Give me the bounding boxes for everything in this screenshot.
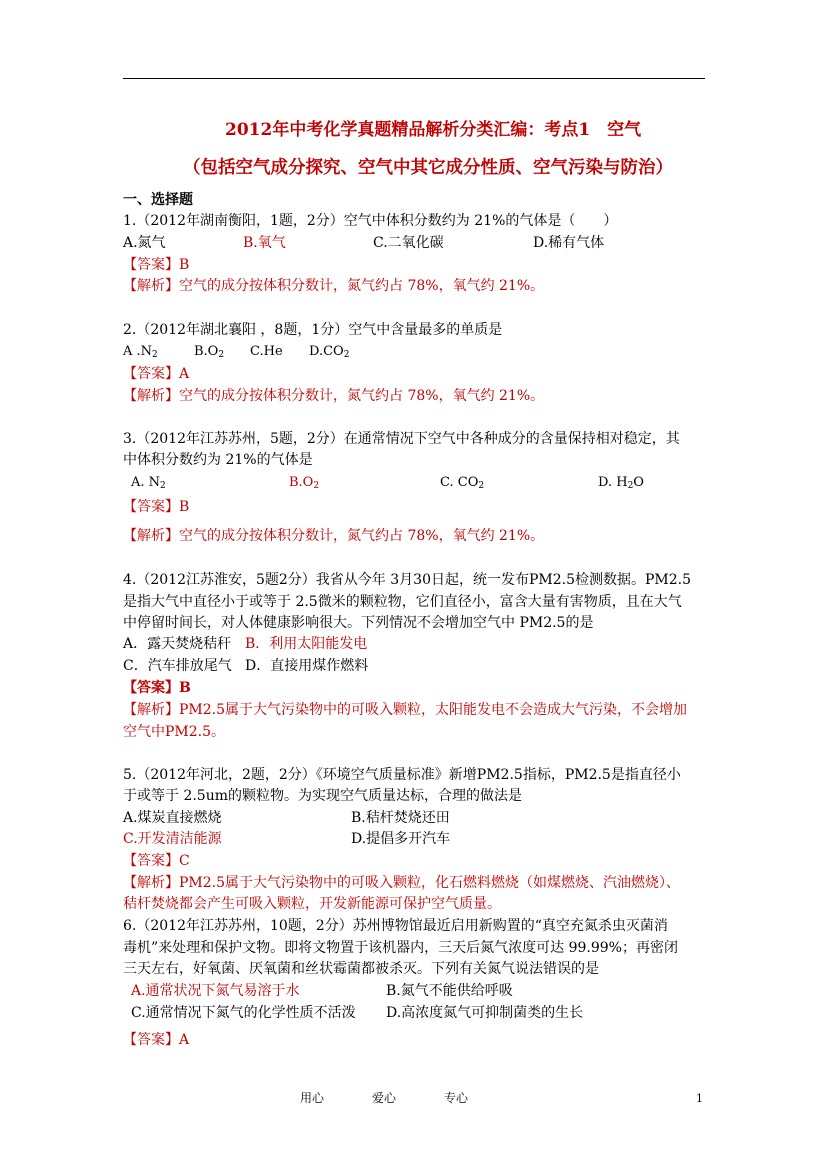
q2-option-a-text: A .N bbox=[123, 344, 153, 359]
q2-option-d-text: D.CO bbox=[309, 344, 344, 359]
q6-option-d: D.高浓度氮气可抑制菌类的生长 bbox=[386, 1005, 584, 1021]
q3-stem-line-1: 3.（2012年江苏苏州，5题，2分）在通常情况下空气中各种成分的含量保持相对稳定，其 bbox=[123, 431, 680, 447]
q4-stem-line-2: 是指大气中直径小于或等于 2.5微米的颗粒物，它们直径小，富含大量有害物质，且在大气 bbox=[123, 594, 682, 610]
q5-stem-line-2: 于或等于 2.5um的颗粒物。为实现空气质量达标，合理的做法是 bbox=[123, 788, 523, 804]
q4-stem-line-1: 4.（2012江苏淮安，5题2分）我省从今年 3月30日起，统一发布PM2.5检测数据。PM2.5 bbox=[123, 572, 692, 588]
q3-option-c-text: C. CO bbox=[440, 475, 479, 490]
q2-answer: 【答案】A bbox=[123, 366, 190, 382]
section-heading: 一、选择题 bbox=[123, 192, 193, 208]
footer-middle: 爱心 bbox=[372, 1091, 397, 1105]
q5-stem-line-1: 5.（2012年河北，2题，2分）《环境空气质量标准》新增PM2.5指标，PM2.5是指直径小 bbox=[123, 767, 681, 783]
document-title: 2012年中考化学真题精品解析分类汇编：考点1 空气 bbox=[225, 120, 642, 140]
q2-analysis: 【解析】空气的成分按体积分数计，氮气约占 78%，氧气约 21%。 bbox=[123, 388, 545, 404]
q3-option-c bbox=[440, 475, 484, 491]
footer-left: 用心 bbox=[300, 1091, 325, 1105]
q5-option-b: B.秸杆焚烧还田 bbox=[351, 810, 450, 826]
q3-option-b-text: B.O bbox=[289, 475, 314, 490]
q3-analysis: 【解析】空气的成分按体积分数计，氮气约占 78%，氧气约 21%。 bbox=[123, 528, 545, 544]
q3-option-a-sub: 2 bbox=[160, 481, 166, 491]
footer-right: 专心 bbox=[444, 1091, 469, 1105]
q5-analysis-line-1: 【解析】PM2.5属于大气污染物中的可吸入颗粒，化石燃料燃烧（如煤燃烧、汽油燃烧）、 bbox=[123, 875, 681, 891]
q6-stem-line-3: 三天左右，好氧菌、厌氧菌和丝状霉菌都被杀灭。下列有关氮气说法错误的是 bbox=[123, 961, 599, 977]
q6-stem-line-2: 毒机”来处理和保护文物。即将文物置于该机器内，三天后氮气浓度可达 99.99%；再密闭 bbox=[123, 940, 678, 956]
q2-option-a bbox=[123, 344, 158, 360]
q3-option-b-sub: 2 bbox=[313, 481, 320, 491]
q5-option-a: A.煤炭直接燃烧 bbox=[123, 810, 222, 826]
q2-option-d bbox=[309, 344, 349, 360]
q3-option-d bbox=[598, 475, 644, 491]
q3-option-b bbox=[289, 475, 319, 491]
q1-option-a: A.氮气 bbox=[123, 235, 166, 251]
q1-option-b: B.氧气 bbox=[243, 235, 286, 251]
q5-option-d: D.提倡多开汽车 bbox=[351, 831, 451, 847]
q2-option-b-sub: 2 bbox=[218, 350, 225, 360]
q2-option-a-sub: 2 bbox=[152, 350, 158, 360]
q4-answer: 【答案】B bbox=[123, 680, 191, 696]
q3-option-a bbox=[131, 475, 166, 491]
q6-answer: 【答案】A bbox=[123, 1032, 190, 1048]
q1-analysis: 【解析】空气的成分按体积分数计，氮气约占 78%，氧气约 21%。 bbox=[123, 278, 545, 294]
q1-answer: 【答案】B bbox=[123, 257, 190, 273]
q4-analysis-line-2: 空气中PM2.5。 bbox=[123, 724, 226, 740]
q3-answer: 【答案】B bbox=[123, 499, 190, 515]
q2-option-b-text: B.O bbox=[194, 344, 219, 359]
q5-analysis-line-2: 秸杆焚烧都会产生可吸入颗粒，开发新能源可保护空气质量。 bbox=[123, 896, 501, 912]
q3-option-c-sub: 2 bbox=[478, 481, 485, 491]
header-rule bbox=[123, 78, 705, 79]
q3-option-d-sub: 2 bbox=[627, 481, 634, 491]
q2-option-d-sub: 2 bbox=[343, 350, 350, 360]
q2-option-c: C.He bbox=[250, 344, 283, 359]
q6-stem-line-1: 6.（2012年江苏苏州，10题，2分）苏州博物馆最近启用新购置的“真空充氮杀虫灭菌消 bbox=[123, 918, 668, 934]
page-number: 1 bbox=[696, 1092, 703, 1105]
q4-option-a: A．露天焚烧秸秆 bbox=[123, 636, 232, 652]
q4-stem-line-3: 中停留时间长，对人体健康影响很大。下列情况不会增加空气中 PM2.5的是 bbox=[123, 615, 594, 631]
q6-option-c: C.通常情况下氮气的化学性质不活泼 bbox=[131, 1005, 356, 1021]
q6-option-a: A.通常状况下氮气易溶于水 bbox=[131, 983, 300, 999]
q1-stem: 1.（2012年湖南衡阳，1题，2分）空气中体积分数约为 21%的气体是（ ） bbox=[123, 213, 618, 229]
q4-option-b: B．利用太阳能发电 bbox=[245, 636, 368, 652]
q1-option-d: D.稀有气体 bbox=[533, 235, 605, 251]
q2-option-b bbox=[194, 344, 224, 360]
q3-option-a-text: A. N bbox=[131, 475, 161, 490]
q3-stem-line-2: 中体积分数约为 21%的气体是 bbox=[123, 452, 313, 468]
q5-answer: 【答案】C bbox=[123, 853, 190, 869]
q6-option-b: B.氮气不能供给呼吸 bbox=[386, 983, 513, 999]
q2-stem: 2.（2012年湖北襄阳 ，8题，1分）空气中含量最多的单质是 bbox=[123, 322, 503, 338]
q4-option-c: C．汽车排放尾气 bbox=[123, 658, 232, 674]
q4-option-d: D．直接用煤作燃料 bbox=[245, 658, 369, 674]
q3-option-d-text: D. H bbox=[598, 475, 628, 490]
q1-option-c: C.二氧化碳 bbox=[373, 235, 444, 251]
q4-analysis-line-1: 【解析】PM2.5属于大气污染物中的可吸入颗粒，太阳能发电不会造成大气污染，不会增加 bbox=[123, 702, 688, 718]
q3-option-d-tail: O bbox=[633, 475, 644, 490]
q5-option-c: C.开发清洁能源 bbox=[123, 831, 222, 847]
document-subtitle: （包括空气成分探究、空气中其它成分性质、空气污染与防治） bbox=[183, 158, 673, 178]
